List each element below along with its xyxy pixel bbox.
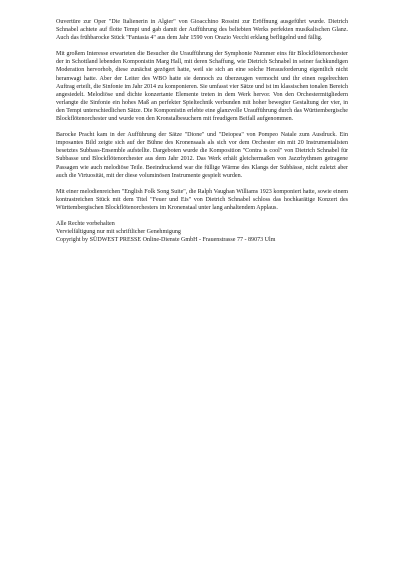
article-footer [56,220,348,244]
rights-notice: Alle Rechte vorbehalten [56,220,115,227]
article-paragraph-3: Barocke Pracht kam in der Aufführung der Sätze "Dione" und "Deiopea" von Pompeo Natale zum Ausdruck. Ein imposantes Bild zeigte sich auf der Bühne des Kronensaals als sich vor dem Orchester ein mit 20 Instrumentalisten besetztes Subbass-Ensemble aufstellte. Dargeboten wurde die Komposition "Contra is cool" von Dietrich Schnabel für Subbasse und Blockflötenorchester aus dem Jahr 2012. Das Werk erhält gleichermaßen von Jazzrhythmen getragene Passagen wie auch melodiöse Teile. Beeindruckend war die füllige Wärme des Klangs der Subbässe, nicht zuletzt aber auch die Virtuosität, mit der diese voluminösen Instrumente gespielt wurden. [56,132,348,179]
article-paragraph-1: Ouvertüre zur Oper "Die Italienerin in Algier" von Gioacchino Rossini zur Eröffnung ausgeführt wurde. Dietrich Schnabel achtete auf flotte Tempi und gab damit der Aufführung des beliebten Werks perfekten musikalischen Glanz. Auch das frühbarocke Stück "Fantasia 4" aus dem Jahr 1590 von Orazio Vecchi erklang beflügelnd und fällig. [56,19,348,42]
article-paragraph-2: Mit großem Interesse erwarteten die Besucher die Uraufführung der Symphonie Nummer eins für Blockflötenorchester der in Schottland lebenden Komponistin Marg Hall, mit deren Schaffung, wie Dietrich Schnabel in seiner fachkundigen Moderation hervorhob, diese zunächst gezögert hatte, weil sie sich an eine solche Herausforderung eigentlich nicht heranwagt hatte. Aber der Leiter des WBO hatte sie dennoch zu überzeugen vermocht und ihr einen regelrechten Auftrag erteilt, die Sinfonie im Jahr 2014 zu komponieren. Sie umfasst vier Sätze und ist im klassischen tonalen Bereich angesiedelt. Melodiöse und dichte konzertante Elemente treten in dem Werk hervor. Von den Orchestermitgliedern verlangte die Sinfonie ein hohes Maß an perfekter Spieltechnik verbunden mit hoher bewegter Gestaltung der vier, in den Tempi unterschiedlichen Sätze. Die Komponistin erlebte eine glanzvolle Uraufführung durch das Württembergische Blockflötenorchester und wurde von den Kronstalbesuchern mit freudigem Beifall aufgenommen. [56,51,348,123]
copyright-notice: Copyright by SÜDWEST PRESSE Online-Dienste GmbH - Frauenstrasse 77 - 89073 Ulm [56,237,276,244]
article-paragraph-4: Mit einer melodienreichen "English Folk Song Suite", die Ralph Vaughan Williams 1923 komponiert hatte, sowie einem kontrastreichen Stück mit dem Titel "Feuer und Eis" von Dietrich Schnabel schloss das hochkarätige Konzert des Württembergischen Blockflötenorchesters im Kronenstaal unter lang anhaltendem Applaus. [56,188,348,211]
permission-notice: Vervielfältigung nur mit schriftlicher Genehmigung [56,229,181,236]
article-page [56,18,348,244]
